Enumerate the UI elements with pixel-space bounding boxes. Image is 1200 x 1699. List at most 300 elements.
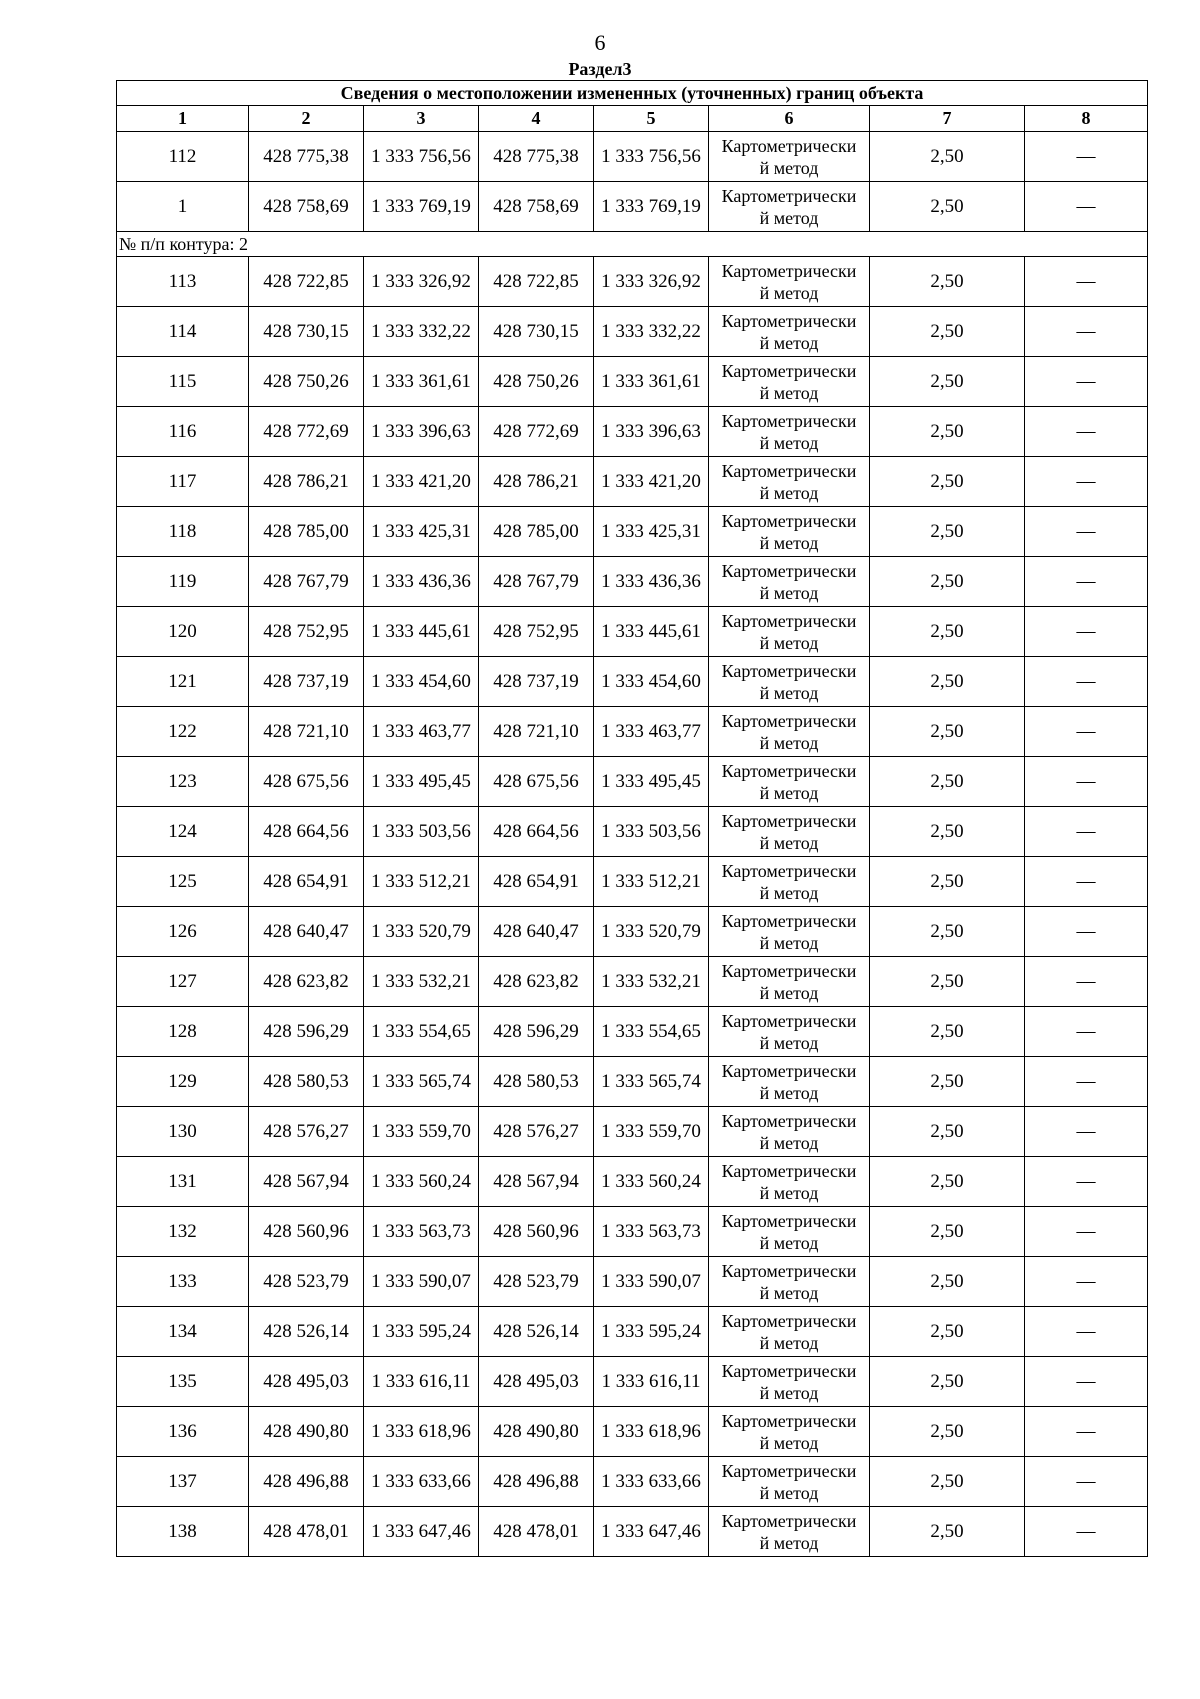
coord-x-cell: 428 772,69 bbox=[479, 407, 594, 457]
accuracy-cell: 2,50 bbox=[870, 907, 1025, 957]
coord-x-cell: 428 654,91 bbox=[479, 857, 594, 907]
coord-x-cell: 428 758,69 bbox=[249, 182, 364, 232]
coord-x-cell: 428 654,91 bbox=[249, 857, 364, 907]
point-number-cell: 112 bbox=[117, 132, 249, 182]
description-cell: — bbox=[1025, 407, 1148, 457]
coord-x-cell: 428 758,69 bbox=[479, 182, 594, 232]
method-text-line2: й метод bbox=[759, 782, 819, 803]
coord-x-cell: 428 737,19 bbox=[479, 657, 594, 707]
coord-x-cell: 428 560,96 bbox=[249, 1207, 364, 1257]
coord-y-cell: 1 333 560,24 bbox=[594, 1157, 709, 1207]
method-text-line2: й метод bbox=[759, 157, 819, 178]
coord-y-cell: 1 333 563,73 bbox=[364, 1207, 479, 1257]
method-text-line1: Картометрически bbox=[721, 1260, 857, 1281]
description-cell: — bbox=[1025, 1457, 1148, 1507]
point-number-cell: 122 bbox=[117, 707, 249, 757]
method-cell bbox=[709, 182, 870, 232]
coord-x-cell: 428 523,79 bbox=[479, 1257, 594, 1307]
method-cell bbox=[709, 457, 870, 507]
coord-y-cell: 1 333 595,24 bbox=[594, 1307, 709, 1357]
accuracy-cell: 2,50 bbox=[870, 1007, 1025, 1057]
description-cell: — bbox=[1025, 1207, 1148, 1257]
method-text-line1: Картометрически bbox=[721, 860, 857, 881]
method-text-line1: Картометрически bbox=[721, 1360, 857, 1381]
method-text-line2: й метод bbox=[759, 732, 819, 753]
coord-y-cell: 1 333 618,96 bbox=[594, 1407, 709, 1457]
accuracy-cell: 2,50 bbox=[870, 1157, 1025, 1207]
table-row bbox=[117, 132, 1148, 182]
description-cell: — bbox=[1025, 307, 1148, 357]
method-cell bbox=[709, 1157, 870, 1207]
description-cell: — bbox=[1025, 857, 1148, 907]
method-text-line1: Картометрически bbox=[721, 135, 857, 156]
coord-y-cell: 1 333 463,77 bbox=[594, 707, 709, 757]
method-text-line2: й метод bbox=[759, 882, 819, 903]
coord-y-cell: 1 333 633,66 bbox=[364, 1457, 479, 1507]
coord-x-cell: 428 786,21 bbox=[249, 457, 364, 507]
description-cell: — bbox=[1025, 257, 1148, 307]
table-row bbox=[117, 457, 1148, 507]
coord-x-cell: 428 576,27 bbox=[249, 1107, 364, 1157]
table-row bbox=[117, 1057, 1148, 1107]
coord-y-cell: 1 333 756,56 bbox=[594, 132, 709, 182]
column-header: 3 bbox=[364, 106, 479, 132]
point-number-cell: 119 bbox=[117, 557, 249, 607]
accuracy-cell: 2,50 bbox=[870, 657, 1025, 707]
point-number-cell: 129 bbox=[117, 1057, 249, 1107]
coord-x-cell: 428 567,94 bbox=[249, 1157, 364, 1207]
table-row bbox=[117, 182, 1148, 232]
method-text-line1: Картометрически bbox=[721, 610, 857, 631]
point-number-cell: 120 bbox=[117, 607, 249, 657]
point-number-cell: 116 bbox=[117, 407, 249, 457]
coord-x-cell: 428 750,26 bbox=[479, 357, 594, 407]
coord-y-cell: 1 333 595,24 bbox=[364, 1307, 479, 1357]
method-text-line2: й метод bbox=[759, 582, 819, 603]
description-cell: — bbox=[1025, 507, 1148, 557]
table-row bbox=[117, 807, 1148, 857]
method-cell bbox=[709, 407, 870, 457]
coord-y-cell: 1 333 756,56 bbox=[364, 132, 479, 182]
coord-x-cell: 428 596,29 bbox=[479, 1007, 594, 1057]
description-cell: — bbox=[1025, 707, 1148, 757]
method-cell bbox=[709, 1207, 870, 1257]
coord-y-cell: 1 333 396,63 bbox=[364, 407, 479, 457]
coord-y-cell: 1 333 647,46 bbox=[594, 1507, 709, 1557]
method-text-line2: й метод bbox=[759, 207, 819, 228]
method-text-line1: Картометрически bbox=[721, 260, 857, 281]
description-cell: — bbox=[1025, 907, 1148, 957]
coord-y-cell: 1 333 616,11 bbox=[364, 1357, 479, 1407]
coord-y-cell: 1 333 332,22 bbox=[594, 307, 709, 357]
coord-y-cell: 1 333 425,31 bbox=[594, 507, 709, 557]
accuracy-cell: 2,50 bbox=[870, 1407, 1025, 1457]
description-cell: — bbox=[1025, 957, 1148, 1007]
coord-x-cell: 428 775,38 bbox=[249, 132, 364, 182]
method-text-line1: Картометрически bbox=[721, 660, 857, 681]
table-row bbox=[117, 1207, 1148, 1257]
description-cell: — bbox=[1025, 557, 1148, 607]
accuracy-cell: 2,50 bbox=[870, 1507, 1025, 1557]
coord-y-cell: 1 333 463,77 bbox=[364, 707, 479, 757]
coord-y-cell: 1 333 647,46 bbox=[364, 1507, 479, 1557]
coord-y-cell: 1 333 396,63 bbox=[594, 407, 709, 457]
method-text-line2: й метод bbox=[759, 1532, 819, 1553]
accuracy-cell: 2,50 bbox=[870, 757, 1025, 807]
method-cell bbox=[709, 757, 870, 807]
coord-x-cell: 428 675,56 bbox=[249, 757, 364, 807]
accuracy-cell: 2,50 bbox=[870, 857, 1025, 907]
coord-x-cell: 428 664,56 bbox=[249, 807, 364, 857]
point-number-cell: 124 bbox=[117, 807, 249, 857]
point-number-cell: 123 bbox=[117, 757, 249, 807]
table-title: Сведения о местоположении измененных (уточненных) границ объекта bbox=[117, 81, 1148, 106]
coord-x-cell: 428 722,85 bbox=[479, 257, 594, 307]
coord-y-cell: 1 333 512,21 bbox=[364, 857, 479, 907]
method-text-line1: Картометрически bbox=[721, 310, 857, 331]
coord-y-cell: 1 333 559,70 bbox=[364, 1107, 479, 1157]
method-text-line2: й метод bbox=[759, 532, 819, 553]
method-text-line1: Картометрически bbox=[721, 760, 857, 781]
point-number-cell: 133 bbox=[117, 1257, 249, 1307]
coord-x-cell: 428 737,19 bbox=[249, 657, 364, 707]
table-body bbox=[117, 81, 1148, 1557]
table-row bbox=[117, 1357, 1148, 1407]
method-cell bbox=[709, 1307, 870, 1357]
method-text-line1: Картометрически bbox=[721, 1060, 857, 1081]
coord-y-cell: 1 333 495,45 bbox=[364, 757, 479, 807]
accuracy-cell: 2,50 bbox=[870, 307, 1025, 357]
coord-x-cell: 428 490,80 bbox=[479, 1407, 594, 1457]
description-cell: — bbox=[1025, 357, 1148, 407]
accuracy-cell: 2,50 bbox=[870, 357, 1025, 407]
table-row bbox=[117, 957, 1148, 1007]
coord-y-cell: 1 333 565,74 bbox=[364, 1057, 479, 1107]
coord-x-cell: 428 675,56 bbox=[479, 757, 594, 807]
method-text-line1: Картометрически bbox=[721, 460, 857, 481]
coord-x-cell: 428 580,53 bbox=[479, 1057, 594, 1107]
method-cell bbox=[709, 257, 870, 307]
method-text-line1: Картометрически bbox=[721, 1160, 857, 1181]
column-header: 2 bbox=[249, 106, 364, 132]
coord-x-cell: 428 721,10 bbox=[249, 707, 364, 757]
coord-y-cell: 1 333 361,61 bbox=[364, 357, 479, 407]
method-text-line2: й метод bbox=[759, 1382, 819, 1403]
method-text-line2: й метод bbox=[759, 682, 819, 703]
accuracy-cell: 2,50 bbox=[870, 1257, 1025, 1307]
method-text-line1: Картометрически bbox=[721, 1010, 857, 1031]
coord-x-cell: 428 767,79 bbox=[249, 557, 364, 607]
column-header: 8 bbox=[1025, 106, 1148, 132]
coord-x-cell: 428 496,88 bbox=[249, 1457, 364, 1507]
coord-y-cell: 1 333 454,60 bbox=[364, 657, 479, 707]
table-row bbox=[117, 1507, 1148, 1557]
method-text-line1: Картометрически bbox=[721, 360, 857, 381]
description-cell: — bbox=[1025, 1307, 1148, 1357]
accuracy-cell: 2,50 bbox=[870, 182, 1025, 232]
coord-x-cell: 428 495,03 bbox=[249, 1357, 364, 1407]
coord-x-cell: 428 490,80 bbox=[249, 1407, 364, 1457]
method-text-line2: й метод bbox=[759, 832, 819, 853]
coord-x-cell: 428 623,82 bbox=[479, 957, 594, 1007]
method-text-line1: Картометрически bbox=[721, 1110, 857, 1131]
description-cell: — bbox=[1025, 807, 1148, 857]
coord-y-cell: 1 333 332,22 bbox=[364, 307, 479, 357]
coord-y-cell: 1 333 590,07 bbox=[364, 1257, 479, 1307]
point-number-cell: 131 bbox=[117, 1157, 249, 1207]
method-text-line1: Картометрически bbox=[721, 560, 857, 581]
point-number-cell: 115 bbox=[117, 357, 249, 407]
method-cell bbox=[709, 857, 870, 907]
method-cell bbox=[709, 1257, 870, 1307]
coord-y-cell: 1 333 554,65 bbox=[364, 1007, 479, 1057]
point-number-cell: 138 bbox=[117, 1507, 249, 1557]
coord-y-cell: 1 333 520,79 bbox=[594, 907, 709, 957]
coord-x-cell: 428 526,14 bbox=[479, 1307, 594, 1357]
coord-x-cell: 428 752,95 bbox=[479, 607, 594, 657]
coord-y-cell: 1 333 512,21 bbox=[594, 857, 709, 907]
coord-y-cell: 1 333 425,31 bbox=[364, 507, 479, 557]
method-cell bbox=[709, 557, 870, 607]
coord-x-cell: 428 567,94 bbox=[479, 1157, 594, 1207]
coord-x-cell: 428 772,69 bbox=[249, 407, 364, 457]
table-row bbox=[117, 407, 1148, 457]
coord-y-cell: 1 333 769,19 bbox=[594, 182, 709, 232]
description-cell: — bbox=[1025, 1157, 1148, 1207]
method-cell bbox=[709, 1107, 870, 1157]
description-cell: — bbox=[1025, 1107, 1148, 1157]
coord-x-cell: 428 775,38 bbox=[479, 132, 594, 182]
method-text-line1: Картометрически bbox=[721, 1310, 857, 1331]
accuracy-cell: 2,50 bbox=[870, 607, 1025, 657]
table-row bbox=[117, 357, 1148, 407]
method-text-line2: й метод bbox=[759, 1132, 819, 1153]
table-row bbox=[117, 1107, 1148, 1157]
table-row bbox=[117, 307, 1148, 357]
point-number-cell: 1 bbox=[117, 182, 249, 232]
accuracy-cell: 2,50 bbox=[870, 407, 1025, 457]
coord-y-cell: 1 333 326,92 bbox=[364, 257, 479, 307]
method-text-line1: Картометрически bbox=[721, 1510, 857, 1531]
coord-x-cell: 428 560,96 bbox=[479, 1207, 594, 1257]
method-text-line2: й метод bbox=[759, 1182, 819, 1203]
coord-y-cell: 1 333 559,70 bbox=[594, 1107, 709, 1157]
coord-x-cell: 428 576,27 bbox=[479, 1107, 594, 1157]
section-title: Раздел3 bbox=[568, 59, 632, 79]
point-number-cell: 126 bbox=[117, 907, 249, 957]
method-text-line1: Картометрически bbox=[721, 1210, 857, 1231]
coord-x-cell: 428 640,47 bbox=[479, 907, 594, 957]
coord-y-cell: 1 333 560,24 bbox=[364, 1157, 479, 1207]
method-text-line2: й метод bbox=[759, 632, 819, 653]
table-row bbox=[117, 1157, 1148, 1207]
method-cell bbox=[709, 1407, 870, 1457]
coord-y-cell: 1 333 445,61 bbox=[364, 607, 479, 657]
method-cell bbox=[709, 707, 870, 757]
method-cell bbox=[709, 132, 870, 182]
coord-y-cell: 1 333 565,74 bbox=[594, 1057, 709, 1107]
column-header-row bbox=[117, 106, 1148, 132]
table-row bbox=[117, 657, 1148, 707]
accuracy-cell: 2,50 bbox=[870, 707, 1025, 757]
coord-y-cell: 1 333 520,79 bbox=[364, 907, 479, 957]
method-text-line1: Картометрически bbox=[721, 960, 857, 981]
accuracy-cell: 2,50 bbox=[870, 1207, 1025, 1257]
coord-x-cell: 428 664,56 bbox=[479, 807, 594, 857]
method-text-line2: й метод bbox=[759, 1432, 819, 1453]
coord-y-cell: 1 333 618,96 bbox=[364, 1407, 479, 1457]
point-number-cell: 137 bbox=[117, 1457, 249, 1507]
coord-x-cell: 428 767,79 bbox=[479, 557, 594, 607]
method-cell bbox=[709, 1507, 870, 1557]
method-text-line1: Картометрически bbox=[721, 810, 857, 831]
accuracy-cell: 2,50 bbox=[870, 1057, 1025, 1107]
coord-y-cell: 1 333 421,20 bbox=[594, 457, 709, 507]
coord-x-cell: 428 623,82 bbox=[249, 957, 364, 1007]
coord-x-cell: 428 730,15 bbox=[479, 307, 594, 357]
point-number-cell: 114 bbox=[117, 307, 249, 357]
accuracy-cell: 2,50 bbox=[870, 132, 1025, 182]
accuracy-cell: 2,50 bbox=[870, 507, 1025, 557]
coord-x-cell: 428 786,21 bbox=[479, 457, 594, 507]
coord-x-cell: 428 496,88 bbox=[479, 1457, 594, 1507]
point-number-cell: 117 bbox=[117, 457, 249, 507]
method-text-line2: й метод bbox=[759, 1482, 819, 1503]
description-cell: — bbox=[1025, 457, 1148, 507]
method-cell bbox=[709, 607, 870, 657]
method-cell bbox=[709, 957, 870, 1007]
coord-y-cell: 1 333 503,56 bbox=[594, 807, 709, 857]
coord-x-cell: 428 478,01 bbox=[249, 1507, 364, 1557]
method-text-line2: й метод bbox=[759, 1282, 819, 1303]
column-header: 6 bbox=[709, 106, 870, 132]
table-row bbox=[117, 757, 1148, 807]
description-cell: — bbox=[1025, 1357, 1148, 1407]
point-number-cell: 113 bbox=[117, 257, 249, 307]
point-number-cell: 118 bbox=[117, 507, 249, 557]
method-cell bbox=[709, 1357, 870, 1407]
table-row bbox=[117, 707, 1148, 757]
coord-y-cell: 1 333 769,19 bbox=[364, 182, 479, 232]
coord-x-cell: 428 495,03 bbox=[479, 1357, 594, 1407]
accuracy-cell: 2,50 bbox=[870, 1357, 1025, 1407]
coord-y-cell: 1 333 633,66 bbox=[594, 1457, 709, 1507]
point-number-cell: 125 bbox=[117, 857, 249, 907]
method-text-line1: Картометрически bbox=[721, 185, 857, 206]
description-cell: — bbox=[1025, 607, 1148, 657]
description-cell: — bbox=[1025, 757, 1148, 807]
coord-y-cell: 1 333 326,92 bbox=[594, 257, 709, 307]
method-text-line1: Картометрически bbox=[721, 710, 857, 731]
table-row bbox=[117, 857, 1148, 907]
coord-x-cell: 428 580,53 bbox=[249, 1057, 364, 1107]
coord-x-cell: 428 523,79 bbox=[249, 1257, 364, 1307]
accuracy-cell: 2,50 bbox=[870, 257, 1025, 307]
table-row bbox=[117, 607, 1148, 657]
page-number: 6 bbox=[594, 30, 606, 55]
method-text-line2: й метод bbox=[759, 1082, 819, 1103]
description-cell: — bbox=[1025, 132, 1148, 182]
coord-x-cell: 428 526,14 bbox=[249, 1307, 364, 1357]
method-text-line2: й метод bbox=[759, 982, 819, 1003]
method-cell bbox=[709, 907, 870, 957]
table-row bbox=[117, 1457, 1148, 1507]
coord-x-cell: 428 722,85 bbox=[249, 257, 364, 307]
coord-y-cell: 1 333 503,56 bbox=[364, 807, 479, 857]
coord-y-cell: 1 333 616,11 bbox=[594, 1357, 709, 1407]
table-title-row bbox=[117, 81, 1148, 106]
accuracy-cell: 2,50 bbox=[870, 457, 1025, 507]
table-row bbox=[117, 907, 1148, 957]
point-number-cell: 130 bbox=[117, 1107, 249, 1157]
coord-x-cell: 428 640,47 bbox=[249, 907, 364, 957]
method-cell bbox=[709, 1057, 870, 1107]
accuracy-cell: 2,50 bbox=[870, 1307, 1025, 1357]
coord-y-cell: 1 333 361,61 bbox=[594, 357, 709, 407]
coord-y-cell: 1 333 436,36 bbox=[364, 557, 479, 607]
method-cell bbox=[709, 807, 870, 857]
column-header: 5 bbox=[594, 106, 709, 132]
description-cell: — bbox=[1025, 1257, 1148, 1307]
method-cell bbox=[709, 1457, 870, 1507]
accuracy-cell: 2,50 bbox=[870, 557, 1025, 607]
coord-x-cell: 428 721,10 bbox=[479, 707, 594, 757]
contour-label: № п/п контура: 2 bbox=[117, 232, 1148, 257]
coord-y-cell: 1 333 590,07 bbox=[594, 1257, 709, 1307]
method-text-line2: й метод bbox=[759, 482, 819, 503]
method-text-line1: Картометрически bbox=[721, 1410, 857, 1431]
coord-y-cell: 1 333 445,61 bbox=[594, 607, 709, 657]
coord-x-cell: 428 750,26 bbox=[249, 357, 364, 407]
description-cell: — bbox=[1025, 1407, 1148, 1457]
coord-x-cell: 428 596,29 bbox=[249, 1007, 364, 1057]
accuracy-cell: 2,50 bbox=[870, 807, 1025, 857]
method-cell bbox=[709, 1007, 870, 1057]
coord-y-cell: 1 333 532,21 bbox=[594, 957, 709, 1007]
method-text-line2: й метод bbox=[759, 1332, 819, 1353]
method-text-line2: й метод bbox=[759, 282, 819, 303]
column-header: 7 bbox=[870, 106, 1025, 132]
table-row bbox=[117, 1407, 1148, 1457]
description-cell: — bbox=[1025, 182, 1148, 232]
coord-x-cell: 428 752,95 bbox=[249, 607, 364, 657]
table-row bbox=[117, 507, 1148, 557]
coord-x-cell: 428 785,00 bbox=[249, 507, 364, 557]
coord-x-cell: 428 730,15 bbox=[249, 307, 364, 357]
method-cell bbox=[709, 507, 870, 557]
description-cell: — bbox=[1025, 1007, 1148, 1057]
point-number-cell: 132 bbox=[117, 1207, 249, 1257]
table-row bbox=[117, 257, 1148, 307]
accuracy-cell: 2,50 bbox=[870, 1107, 1025, 1157]
coord-y-cell: 1 333 495,45 bbox=[594, 757, 709, 807]
method-text-line2: й метод bbox=[759, 1232, 819, 1253]
coord-y-cell: 1 333 436,36 bbox=[594, 557, 709, 607]
description-cell: — bbox=[1025, 1507, 1148, 1557]
contour-label-row bbox=[117, 232, 1148, 257]
accuracy-cell: 2,50 bbox=[870, 957, 1025, 1007]
point-number-cell: 128 bbox=[117, 1007, 249, 1057]
coord-x-cell: 428 785,00 bbox=[479, 507, 594, 557]
method-text-line2: й метод bbox=[759, 1032, 819, 1053]
point-number-cell: 136 bbox=[117, 1407, 249, 1457]
method-cell bbox=[709, 307, 870, 357]
method-text-line2: й метод bbox=[759, 332, 819, 353]
method-text-line2: й метод bbox=[759, 932, 819, 953]
coord-x-cell: 428 478,01 bbox=[479, 1507, 594, 1557]
description-cell: — bbox=[1025, 1057, 1148, 1107]
table-row bbox=[117, 1257, 1148, 1307]
